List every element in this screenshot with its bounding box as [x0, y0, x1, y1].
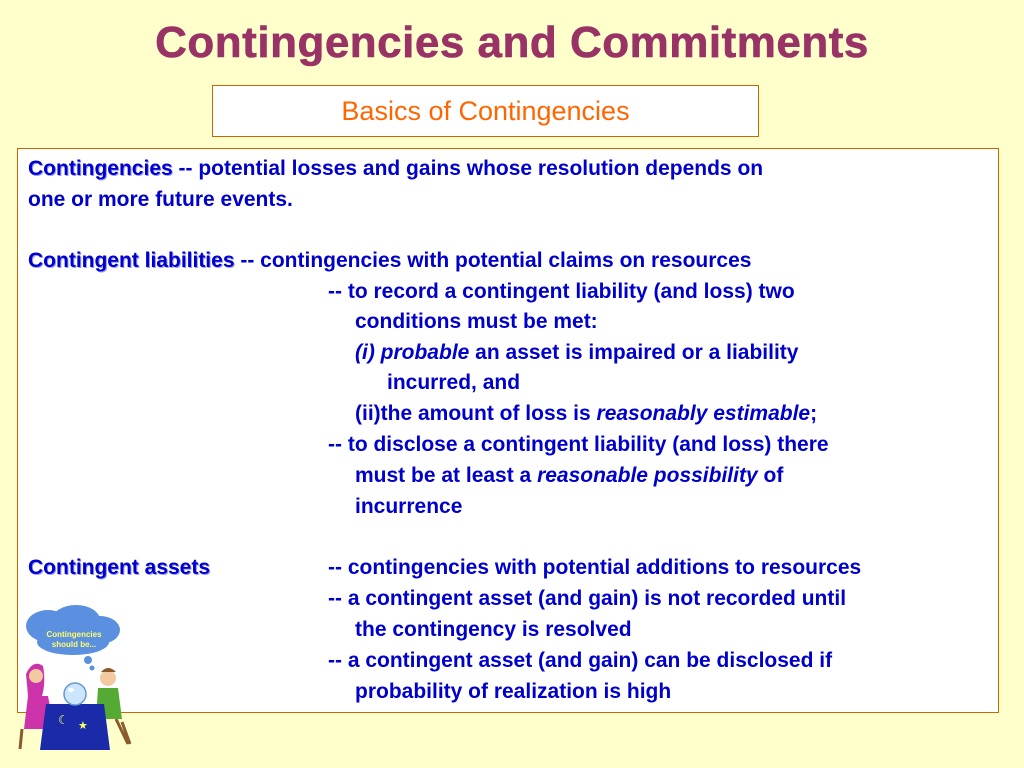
term-contingent-assets-line — [28, 553, 210, 583]
star-icon: ★ — [78, 720, 88, 732]
condition-2-post: ; — [810, 402, 818, 425]
fortune-teller-clipart — [18, 604, 133, 754]
liabilities-condition-1-line2: incurred, and — [387, 371, 521, 394]
condition-1-label: (i) probable — [355, 341, 470, 364]
slide-subtitle: Basics of Contingencies — [341, 95, 630, 126]
liabilities-definition — [28, 246, 751, 276]
disclose-pre: must be at least a — [355, 464, 538, 487]
contingencies-def-line2: one or more future events. — [28, 188, 293, 211]
content-box — [17, 148, 999, 713]
liabilities-disclose-line3: incurrence — [355, 495, 463, 518]
assets-def: -- contingencies with potential additions to resources — [328, 556, 862, 579]
assets-disclose-line2: probability of realization is high — [355, 680, 672, 703]
liabilities-condition-1 — [355, 338, 798, 368]
term-contingencies: Contingencies — [28, 157, 173, 180]
crystal-ball — [64, 683, 86, 705]
moon-icon: ☾ — [58, 713, 69, 727]
condition-2-pre: (ii)the amount of loss is — [355, 402, 597, 425]
cloud-text-line1: Contingencies — [46, 630, 102, 639]
liabilities-condition-2 — [355, 399, 817, 429]
cloud-text-line2: should be... — [51, 640, 97, 649]
subtitle-box — [212, 85, 759, 137]
condition-2-emph: reasonably estimable — [596, 402, 811, 425]
contingencies-definition — [28, 154, 763, 184]
thought-cloud — [26, 605, 120, 671]
disclose-emph: reasonable possibility — [537, 464, 758, 487]
term-contingent-assets: Contingent assets — [28, 556, 211, 579]
disclose-post: of — [757, 464, 784, 487]
table — [40, 704, 110, 750]
slide-title: Contingencies and Commitments — [155, 18, 869, 67]
liabilities-record-line2: conditions must be met: — [355, 310, 598, 333]
assets-record-line1: -- a contingent asset (and gain) is not recorded until — [328, 587, 847, 610]
liabilities-def: -- contingencies with potential claims on resources — [234, 249, 752, 272]
liabilities-disclose-line1: -- to disclose a contingent liability (and loss) there — [328, 433, 829, 456]
assets-record-line2: the contingency is resolved — [355, 618, 632, 641]
liabilities-disclose-line2 — [355, 461, 783, 491]
contingencies-def-line1: -- potential losses and gains whose resolution depends on — [172, 157, 764, 180]
term-contingent-liabilities: Contingent liabilities — [28, 249, 235, 272]
liabilities-record-line1: -- to record a contingent liability (and loss) two — [328, 280, 795, 303]
assets-disclose-line1: -- a contingent asset (and gain) can be disclosed if — [328, 649, 833, 672]
condition-1-rest: an asset is impaired or a liability — [469, 341, 799, 364]
